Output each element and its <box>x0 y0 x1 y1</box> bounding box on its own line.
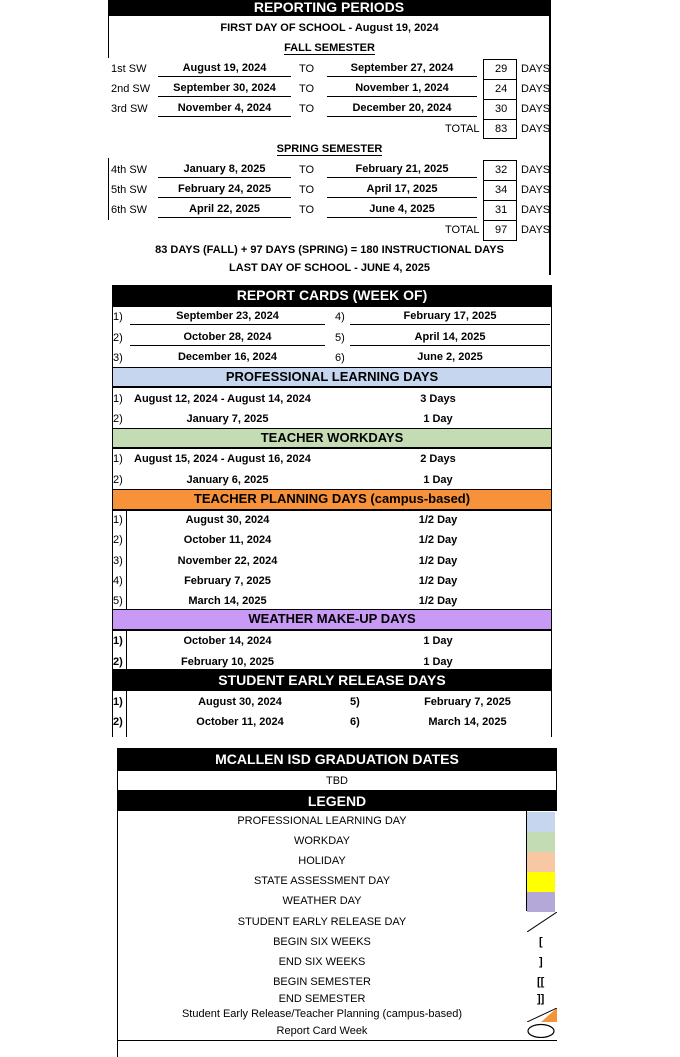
professional-learning-title: PROFESSIONAL LEARNING DAYS <box>112 367 552 387</box>
weather-date: October 14, 2024 <box>183 635 272 647</box>
legend-item-label: WEATHER DAY <box>282 895 362 907</box>
legend-item-label: HOLIDAY <box>298 855 346 867</box>
legend-item-label: Student Early Release/Teacher Planning (campus-based) <box>181 1008 463 1020</box>
row-number: 5) <box>350 696 360 708</box>
early-release-planning-icon <box>527 1008 557 1022</box>
planning-days: 1/2 Day <box>418 534 458 546</box>
planning-days: 1/2 Day <box>418 555 458 567</box>
weather-days: 1 Day <box>423 635 453 647</box>
workday-date: August 15, 2024 - August 16, 2024 <box>134 453 311 465</box>
row-number: 5) <box>113 595 123 607</box>
begin-six-weeks-symbol: [ <box>539 936 543 948</box>
report-card-date: September 23, 2024 <box>130 310 325 325</box>
spring-total-days: 97 <box>495 224 508 236</box>
row-number: 3) <box>113 555 123 567</box>
professional-days: 3 Days <box>420 393 456 405</box>
row-number: 1) <box>113 311 123 323</box>
teacher-workdays-title: TEACHER WORKDAYS <box>112 428 552 448</box>
row-number: 2) <box>113 534 123 546</box>
row-number: 2) <box>113 332 123 344</box>
row-number: 5) <box>335 332 345 344</box>
days-label: DAYS <box>521 123 551 135</box>
legend-item-label: END SEMESTER <box>278 993 366 1005</box>
sw-label: 3rd SW <box>111 103 148 115</box>
sw-days: 24 <box>495 83 508 95</box>
total-label: TOTAL <box>445 224 480 236</box>
legend-swatch-weather <box>527 892 555 912</box>
sw-end-date: April 17, 2025 <box>327 183 477 198</box>
report-card-date: April 14, 2025 <box>350 331 550 346</box>
report-card-date: February 17, 2025 <box>350 310 550 325</box>
last-day-of-school: LAST DAY OF SCHOOL - JUNE 4, 2025 <box>229 262 430 274</box>
sw-end-date: September 27, 2024 <box>327 62 477 77</box>
to-label: TO <box>299 184 315 196</box>
legend-item-label: WORKDAY <box>293 835 351 847</box>
row-number: 3) <box>113 352 123 364</box>
total-label: TOTAL <box>445 123 480 135</box>
instructional-days-summary: 83 DAYS (FALL) + 97 DAYS (SPRING) = 180 INSTRUCTIONAL DAYS <box>155 244 504 256</box>
sw-start-date: September 30, 2024 <box>158 82 291 97</box>
planning-days: 1/2 Day <box>418 575 458 587</box>
sw-days: 29 <box>495 63 508 75</box>
days-label: DAYS <box>521 83 551 95</box>
row-number: 1) <box>113 514 123 526</box>
report-card-date: December 16, 2024 <box>177 351 278 363</box>
early-release-date: February 7, 2025 <box>424 696 511 708</box>
legend-swatch-professional <box>527 812 555 832</box>
row-number: 1) <box>113 696 123 708</box>
legend-swatch-workday <box>527 832 555 852</box>
sw-end-date: December 20, 2024 <box>327 102 477 117</box>
row-number: 6) <box>335 352 345 364</box>
planning-days: 1/2 Day <box>418 514 458 526</box>
to-label: TO <box>299 204 315 216</box>
planning-days: 1/2 Day <box>418 595 458 607</box>
planning-date: November 22, 2024 <box>177 555 278 567</box>
report-card-date: October 28, 2024 <box>130 331 325 346</box>
report-cards-title: REPORT CARDS (WEEK OF) <box>112 285 552 306</box>
to-label: TO <box>299 164 315 176</box>
legend-item-label: Report Card Week <box>276 1025 368 1037</box>
early-release-date: October 11, 2024 <box>196 716 284 728</box>
legend-item-label: STATE ASSESSMENT DAY <box>253 875 391 887</box>
end-semester-symbol: ]] <box>537 993 545 1005</box>
row-number: 2) <box>113 413 123 425</box>
weather-makeup-title: WEATHER MAKE-UP DAYS <box>112 609 552 630</box>
sw-start-date: April 22, 2025 <box>158 203 291 218</box>
spring-semester-title: SPRING SEMESTER <box>276 143 383 155</box>
sw-label: 6th SW <box>111 204 148 216</box>
professional-date: January 7, 2025 <box>186 413 269 425</box>
graduation-title: MCALLEN ISD GRADUATION DATES <box>117 748 557 770</box>
days-label: DAYS <box>521 164 551 176</box>
workday-days: 1 Day <box>423 474 453 486</box>
row-number: 4) <box>113 575 123 587</box>
row-number: 1) <box>113 393 123 405</box>
professional-date: August 12, 2024 - August 14, 2024 <box>134 393 311 405</box>
sw-days: 30 <box>495 103 508 115</box>
fall-semester-title: FALL SEMESTER <box>284 42 375 54</box>
sw-start-date: February 24, 2025 <box>158 183 291 198</box>
sw-end-date: February 21, 2025 <box>327 163 477 178</box>
early-release-date: March 14, 2025 <box>428 716 507 728</box>
planning-date: October 11, 2024 <box>183 534 272 546</box>
sw-label: 4th SW <box>111 164 148 176</box>
fall-total-days: 83 <box>495 123 508 135</box>
row-number: 2) <box>113 716 123 728</box>
first-day-of-school: FIRST DAY OF SCHOOL - August 19, 2024 <box>220 22 439 34</box>
begin-semester-symbol: [[ <box>537 976 545 988</box>
legend-item-label: PROFESSIONAL LEARNING DAY <box>237 815 407 827</box>
days-label: DAYS <box>521 63 551 75</box>
days-label: DAYS <box>521 184 551 196</box>
sw-start-date: November 4, 2024 <box>158 102 291 117</box>
to-label: TO <box>299 83 315 95</box>
sw-end-date: November 1, 2024 <box>327 82 477 97</box>
early-release-diagonal-icon <box>527 912 557 932</box>
planning-date: August 30, 2024 <box>185 514 270 526</box>
teacher-planning-title: TEACHER PLANNING DAYS (campus-based) <box>112 489 552 510</box>
row-number: 1) <box>113 635 123 647</box>
workday-days: 2 Days <box>420 453 456 465</box>
weather-date: February 10, 2025 <box>181 656 274 668</box>
legend-item-label: BEGIN SEMESTER <box>273 976 371 988</box>
to-label: TO <box>299 63 315 75</box>
report-card-week-icon <box>527 1022 557 1038</box>
planning-date: March 14, 2025 <box>188 595 267 607</box>
legend-item-label: END SIX WEEKS <box>278 956 366 968</box>
legend-item-label: BEGIN SIX WEEKS <box>273 936 371 948</box>
report-card-date: June 2, 2025 <box>417 351 483 363</box>
row-number: 1) <box>113 453 123 465</box>
row-number: 2) <box>113 656 123 668</box>
sw-days: 34 <box>495 184 508 196</box>
to-label: TO <box>299 103 315 115</box>
sw-label: 1st SW <box>111 63 147 75</box>
graduation-date: TBD <box>326 775 348 787</box>
legend-title: LEGEND <box>117 791 557 811</box>
row-number: 2) <box>113 474 123 486</box>
sw-days: 32 <box>495 164 508 176</box>
row-number: 6) <box>350 716 360 728</box>
sw-start-date: August 19, 2024 <box>158 62 291 77</box>
days-label: DAYS <box>521 103 551 115</box>
sw-label: 5th SW <box>111 184 148 196</box>
sw-label: 2nd SW <box>111 83 151 95</box>
planning-date: February 7, 2025 <box>184 575 271 587</box>
sw-start-date: January 8, 2025 <box>158 163 291 178</box>
sw-end-date: June 4, 2025 <box>327 203 477 218</box>
legend-swatch-holiday <box>527 852 555 872</box>
legend-swatch-state-assessment <box>527 872 555 892</box>
days-label: DAYS <box>521 204 551 216</box>
row-number: 4) <box>335 311 345 323</box>
legend-item-label: STUDENT EARLY RELEASE DAY <box>237 916 407 928</box>
professional-days: 1 Day <box>423 413 453 425</box>
reporting-periods-title: REPORTING PERIODS <box>108 0 550 16</box>
early-release-date: August 30, 2024 <box>198 696 282 708</box>
weather-days: 1 Day <box>423 656 453 668</box>
end-six-weeks-symbol: ] <box>539 956 543 968</box>
workday-date: January 6, 2025 <box>186 474 269 486</box>
days-label: DAYS <box>521 224 551 236</box>
sw-days: 31 <box>495 204 508 216</box>
early-release-title: STUDENT EARLY RELEASE DAYS <box>112 669 552 691</box>
